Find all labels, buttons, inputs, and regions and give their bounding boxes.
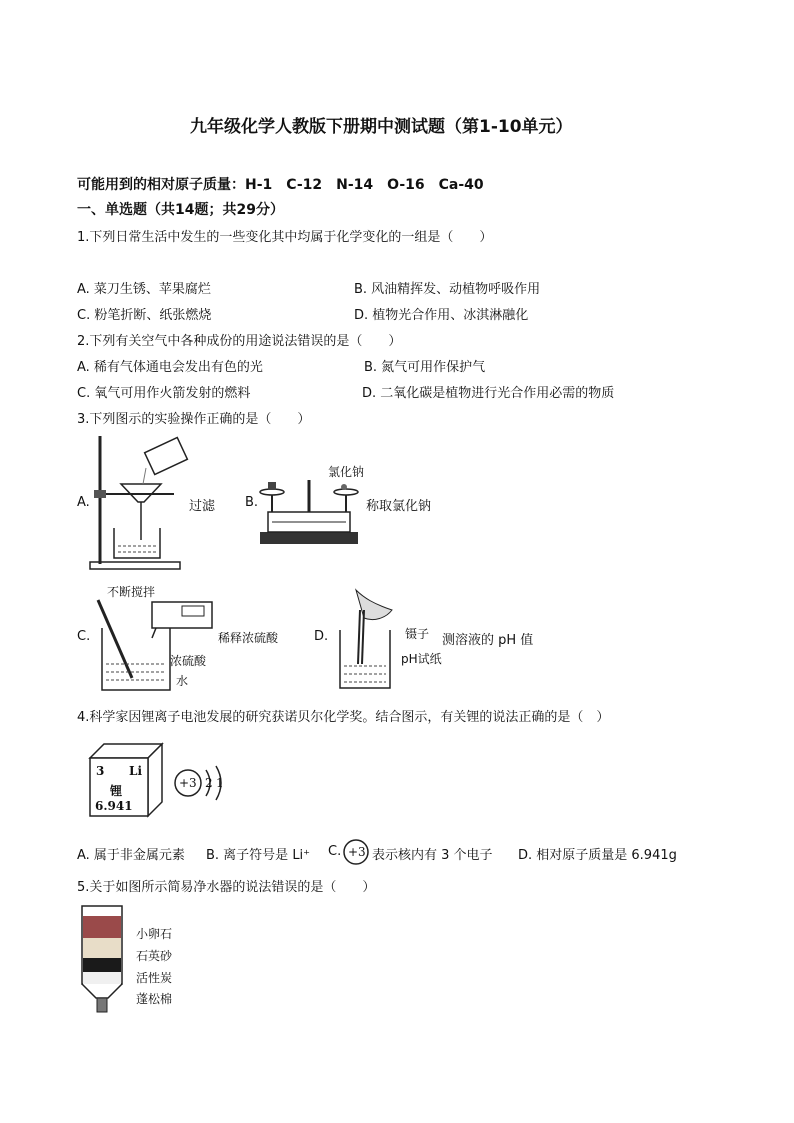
ph-test-figure (334, 588, 404, 694)
question-4-option-c-letter: C. (328, 844, 342, 859)
question-3-option-b-letter: B. (245, 495, 259, 510)
question-3-option-d-caption: 测溶液的 pH 值 (442, 633, 534, 648)
question-3-option-c-letter: C. (77, 629, 91, 644)
element-mass: 6.941 (95, 799, 133, 813)
dilute-acid-label: 稀释浓硫酸 (218, 631, 279, 645)
element-name: 锂 (110, 784, 123, 798)
water-label: 水 (176, 674, 189, 688)
question-1-option-c: C. 粉笔折断、纸张燃烧 (77, 308, 212, 323)
question-3-option-d-letter: D. (314, 629, 329, 644)
element-number: 3 (96, 764, 105, 778)
pebble-layer-label: 小卵石 (136, 927, 173, 941)
ph-paper-label: pH试纸 (401, 652, 442, 666)
question-2-option-d: D. 二氧化碳是植物进行光合作用必需的物质 (362, 386, 615, 401)
question-4-stem: 4.科学家因锂离子电池发展的研究获诺贝尔化学奖。结合图示，有关锂的说法正确的是（ ） (77, 710, 610, 725)
question-2-option-b: B. 氮气可用作保护气 (364, 360, 486, 375)
conc-acid-label: 浓硫酸 (170, 654, 207, 668)
question-5-stem: 5.关于如图所示简易净水器的说法错误的是（ ） (77, 880, 376, 895)
question-4-option-d: D. 相对原子质量是 6.941g (518, 848, 677, 863)
question-2-option-a: A. 稀有气体通电会发出有色的光 (77, 360, 263, 375)
question-3-option-a-letter: A. (77, 495, 90, 510)
nucleus-charge: +3 (179, 776, 197, 790)
water-purifier-figure (78, 902, 128, 1016)
tweezers-label: 镊子 (405, 627, 430, 641)
question-4-option-c-text: 表示核内有 3 个电子 (372, 848, 493, 863)
carbon-layer-label: 活性炭 (136, 971, 173, 985)
question-2-stem: 2.下列有关空气中各种成份的用途说法错误的是（ ） (77, 334, 402, 349)
question-1-option-d: D. 植物光合作用、冰淇淋融化 (354, 308, 529, 323)
question-3-option-b-caption: 称取氯化钠 (366, 499, 432, 514)
question-1-stem: 1.下列日常生活中发生的一些变化其中均属于化学变化的一组是（ ） (77, 230, 493, 245)
question-4-option-b: B. 离子符号是 Li⁺ (206, 848, 311, 863)
page-title: 九年级化学人教版下册期中测试题（第1-10单元） (190, 117, 573, 137)
nacl-label: 氯化钠 (328, 465, 365, 479)
sand-layer-label: 石英砂 (136, 949, 173, 963)
filtration-apparatus-figure (88, 432, 193, 572)
question-1-option-b: B. 风油精挥发、动植物呼吸作用 (354, 282, 541, 297)
balance-figure (256, 478, 362, 548)
question-3-stem: 3.下列图示的实验操作正确的是（ ） (77, 412, 311, 427)
element-symbol: Li (129, 764, 142, 778)
dilution-figure (92, 598, 222, 694)
shell-1-count: 2 (205, 776, 213, 790)
atomic-masses: 可能用到的相对原子质量：H-1 C-12 N-14 O-16 Ca-40 (77, 177, 484, 193)
section-heading: 一、单选题（共14题；共29分） (77, 202, 284, 218)
nucleus-circle-text: +3 (348, 845, 366, 859)
question-1-option-a: A. 菜刀生锈、苹果腐烂 (77, 282, 211, 297)
stir-label: 不断搅拌 (107, 585, 156, 599)
question-2-option-c: C. 氧气可用作火箭发射的燃料 (77, 386, 251, 401)
shell-2-count: 1 (216, 776, 224, 790)
question-4-option-a: A. 属于非金属元素 (77, 848, 185, 863)
cotton-layer-label: 蓬松棉 (136, 992, 173, 1006)
question-3-option-a-caption: 过滤 (189, 499, 216, 514)
